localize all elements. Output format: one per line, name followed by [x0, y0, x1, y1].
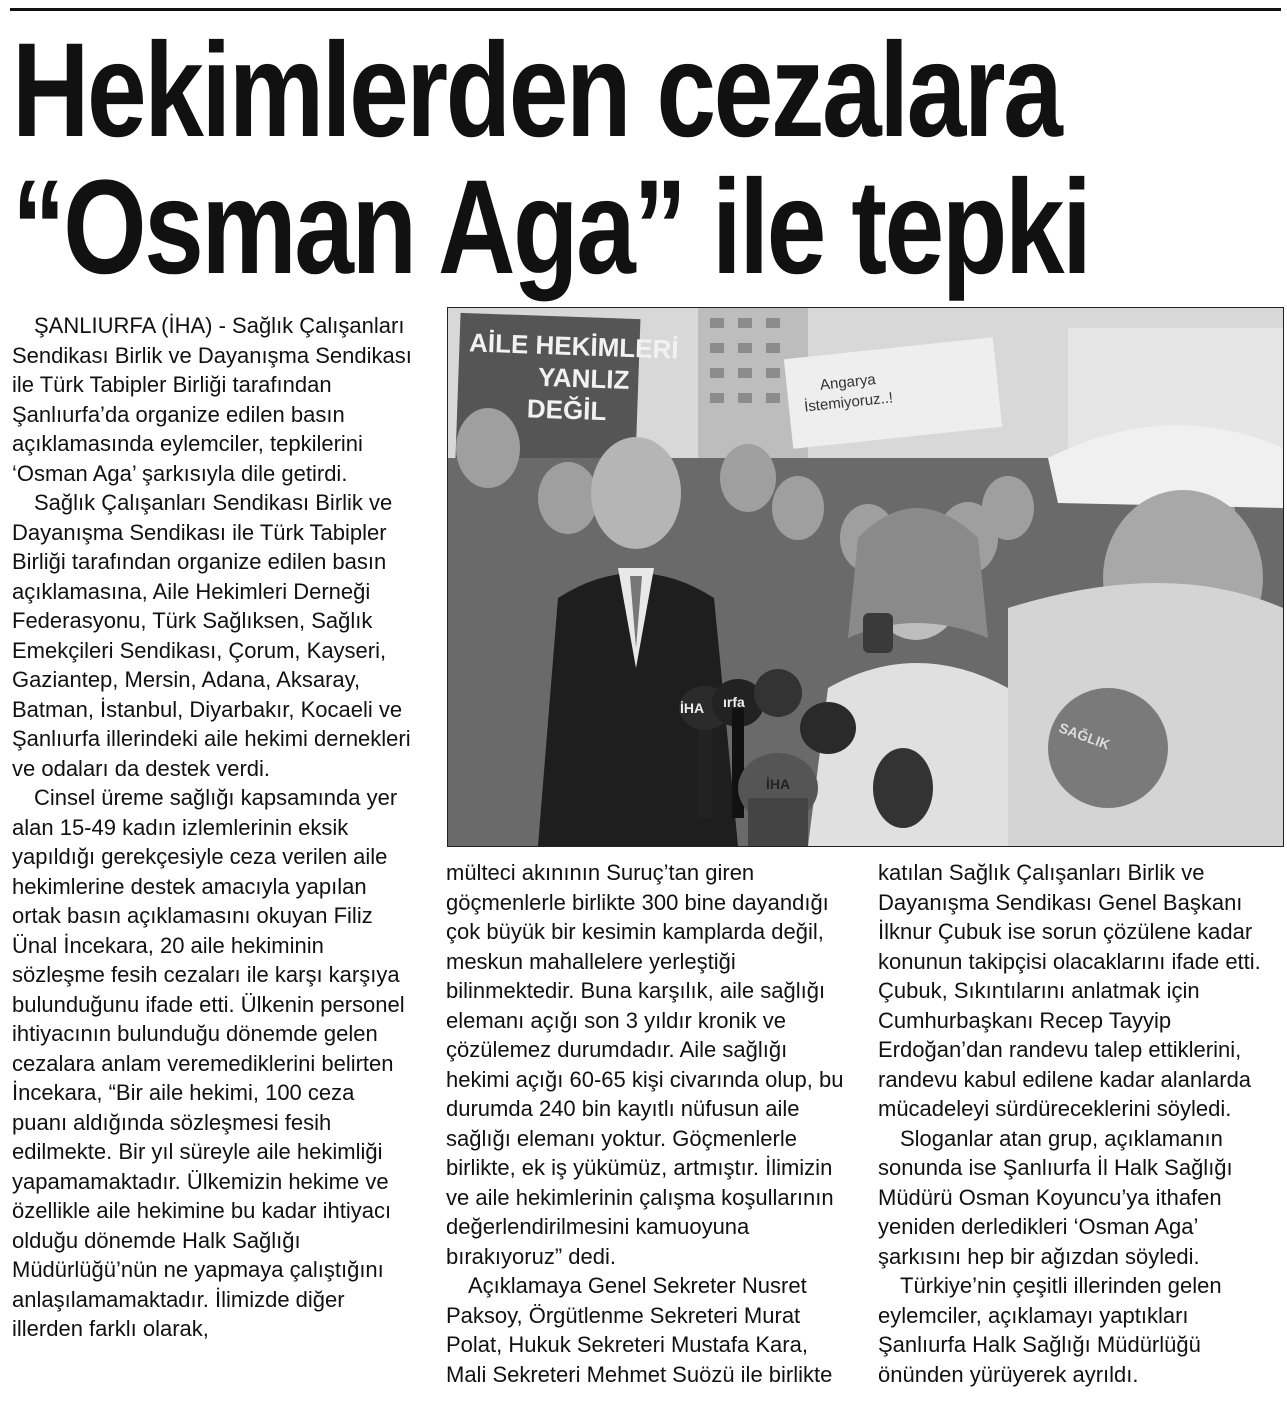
article-paragraph: ŞANLIURFA (İHA) - Sağlık Çalışanları Sendikası Birlik ve Dayanışma Sendikası ile Türk Tabipler Birliği tarafından Şanlıurfa’da organize edilen basın açıklamasında eylemciler, tepkilerini ‘Osman Aga’ şarkısıyla dile getirdi. [12, 313, 412, 486]
banner-left-line-1: AİLE HEKİMLERİ [468, 327, 680, 365]
article-paragraph: katılan Sağlık Çalışanları Birlik ve Dayanışma Sendikası Genel Başkanı İlknur Çubuk ise sorun çözülene kadar konunun takipçisi olacaklarını ifade etti. Çubuk, Sıkıntılarını anlatmak için Cumhurbaşkanı Recep Tayyip Erdoğan’dan randevu talep ettiklerini, randevu kabul edilene kadar alanlarda mücadeleyi sürdüreceklerini söyledi. [878, 860, 1261, 1121]
article-paragraph: Sloganlar atan grup, açıklamanın sonunda ise Şanlıurfa İl Halk Sağlığı Müdürü Osman Koyuncu’ya ithafen yeniden derledikleri ‘Osman Aga’ şarkısını hep bir ağızdan söyledi. [878, 1125, 1233, 1269]
article-paragraph: Sağlık Çalışanları Sendikası Birlik ve Dayanışma Sendikası ile Türk Tabipler Birliği tarafından organize edilen basın açıklamasına, Aile Hekimleri Derneği Federasyonu, Türk Sağlıksen, Sağlık Emekçileri Sendikası, Çorum, Kayseri, Gaziantep, Mersin, Adana, Aksaray, Batman, İstanbul, Diyarbakır, Kocaeli ve Şanlıurfa illerindeki aile hekimi dernekleri ve odaları da destek verdi. [12, 490, 411, 781]
article-paragraph: mülteci akınının Suruç’tan giren göçmenlerle birlikte 300 bine dayandığı çok büyük bir kesimin kamplarda değil, meskun mahallelere yerleştiği bilinmektedir. Buna karşılık, aile sağlığı elemanı açığı son 3 yıldır kronik ve çözülemez durumdadır. Aile sağlığı hekimi açığı 60-65 kişi civarında olup, bu durumda 240 bin kayıtlı nüfusun aile sağlığı elemanı yoktur. Göçmenlerle birlikte, ek iş yükümüz, artmıştır. İlimizin ve aile hekimlerinin çalışma koşullarının değerlendirilmesini kamuoyuna bırakıyoruz” dedi. [446, 860, 844, 1269]
banner-right-line-2: İstemiyoruz..! [803, 389, 894, 416]
banner-left-line-2: YANLIZ [537, 361, 630, 395]
news-photo [447, 307, 1284, 847]
article-column-3 [878, 858, 1278, 1389]
headline-line-2: “Osman Aga” ile tepki [12, 153, 1090, 302]
article-column-1 [12, 311, 412, 1344]
banner-right-line-1: Angarya [819, 371, 877, 394]
headline [12, 16, 1090, 302]
mic-label-3: İHA [766, 776, 791, 792]
mic-label-2: ırfa [723, 694, 745, 710]
mic-label-1: İHA [680, 700, 705, 716]
article-column-2 [446, 858, 846, 1389]
article-paragraph: Türkiye’nin çeşitli illerinden gelen eylemciler, açıklamayı yaptıkları Şanlıurfa Halk Sağlığı Müdürlüğü önünden yürüyerek ayrıldı. [878, 1273, 1222, 1387]
article-paragraph: Açıklamaya Genel Sekreter Nusret Paksoy, Örgütlenme Sekreteri Murat Polat, Hukuk Sekreteri Mustafa Kara, Mali Sekreteri Mehmet Suözü ile birlikte [446, 1273, 833, 1387]
top-rule [10, 8, 1281, 11]
shirt-text: SAĞLIK [1056, 719, 1113, 753]
banner-left-line-3: DEĞİL [526, 393, 607, 427]
banner-left [466, 326, 679, 429]
article-paragraph: Cinsel üreme sağlığı kapsamında yer alan 15-49 kadın izlemlerinin eksik yapıldığı gerekçesiyle ceza verilen aile hekimlerine destek amacıyla yapılan ortak basın açıklamasını okuyan Filiz Ünal İncekara, 20 aile hekiminin sözleşme fesih cezaları ile karşı karşıya bulunduğunu ifade etti. Ülkenin personel ihtiyacının bulunduğu dönemde gelen cezalara anlam veremediklerini belirten İncekara, “Bir aile hekimi, 100 ceza puanı aldığında sözleşmesi fesih edilmekte. Bir yıl süreyle aile hekimliği yapamamaktadır. Ülkemizin hekime ve özellikle aile hekimine bu kadar ihtiyacı olduğu dönemde Halk Sağlığı Müdürlüğü’nün ne yapmaya çalıştığını anlaşılamamaktadır. İlimizde diğer illerden farklı olarak, [12, 785, 405, 1341]
headline-line-1: Hekimlerden cezalara [12, 16, 1061, 165]
